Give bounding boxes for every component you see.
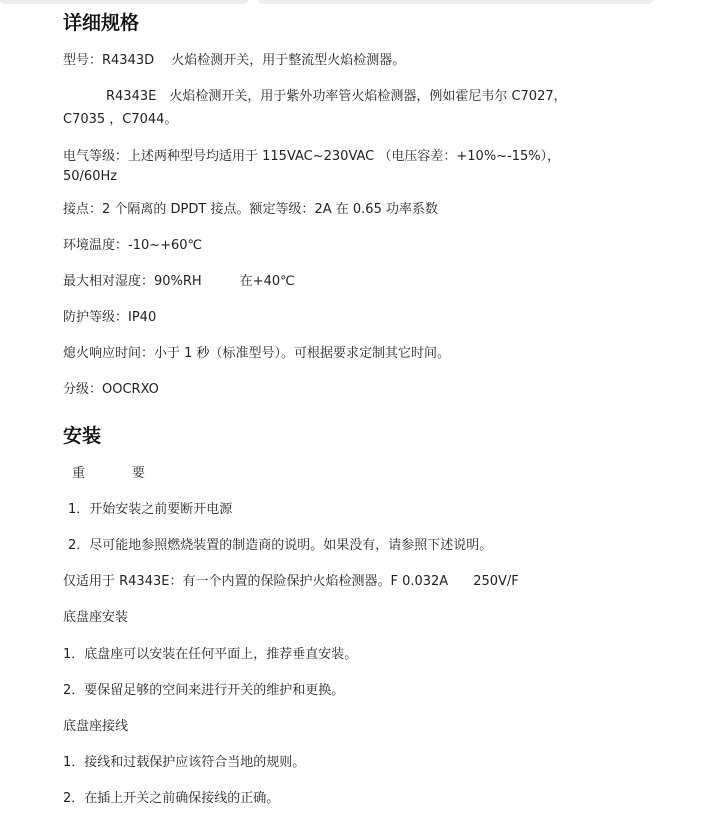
install-fuse-text: 仅适用于 R4343E：有一个内置的保险保护火焰检测器。F 0.032A: [63, 574, 449, 589]
install-step-2: 2．尽可能地参照燃烧装置的制造商的说明。如果没有，请参照下述说明。: [68, 538, 493, 553]
install-heading: 安装: [63, 425, 102, 447]
top-bar: [0, 0, 726, 5]
spec-model-2-line1: R4343E 火焰检测开关，用于紫外功率管火焰检测器，例如霍尼韦尔 C7027，: [106, 89, 567, 104]
spec-humidity: [63, 271, 295, 292]
install-important-char-1: 重: [72, 466, 86, 481]
spec-electrical-line2: 50/60Hz: [63, 169, 118, 184]
spec-protection: 防护等级：IP40: [63, 310, 157, 325]
install-important-char-2: 要: [132, 466, 146, 481]
spec-model-2-line2: C7035 ，C7044。: [63, 112, 178, 127]
base-wiring-step-2: 2．在插上开关之前确保接线的正确。: [63, 791, 280, 806]
install-fuse-rating: 250V/F: [473, 574, 519, 589]
top-bar-segment: [258, 0, 653, 4]
spec-response-time: 熄火响应时间：小于 1 秒（标准型号）。可根据要求定制其它时间。: [63, 346, 451, 361]
spec-model-1: 型号：R4343D 火焰检测开关，用于整流型火焰检测器。: [63, 53, 406, 68]
base-wiring-title: 底盘座接线: [63, 719, 129, 734]
base-wiring-step-1: 1．接线和过载保护应该符合当地的规则。: [63, 755, 306, 770]
top-bar-segment: [0, 0, 248, 4]
specs-heading: 详细规格: [63, 12, 140, 34]
install-fuse-note: [63, 571, 519, 592]
base-mount-step-1: 1．底盘座可以安装在任何平面上，推荐垂直安装。: [63, 647, 358, 662]
spec-electrical-line1: 电气等级：上述两种型号均适用于 115VAC~230VAC （电压容差：+10%~-15%），: [63, 149, 561, 164]
spec-temperature: 环境温度：-10~+60℃: [63, 238, 203, 253]
install-important: [72, 463, 145, 484]
spec-humidity-value: 最大相对湿度：90%RH: [63, 274, 202, 289]
spec-classification: 分级：OOCRXO: [63, 382, 159, 397]
base-mount-step-2: 2．要保留足够的空间来进行开关的维护和更换。: [63, 683, 345, 698]
install-step-1: 1．开始安装之前要断开电源: [68, 502, 233, 517]
base-mount-title: 底盘座安装: [63, 610, 129, 625]
spec-humidity-condition: 在+40℃: [239, 274, 295, 289]
spec-contacts: 接点：2 个隔离的 DPDT 接点。额定等级：2A 在 0.65 功率系数: [63, 202, 438, 217]
